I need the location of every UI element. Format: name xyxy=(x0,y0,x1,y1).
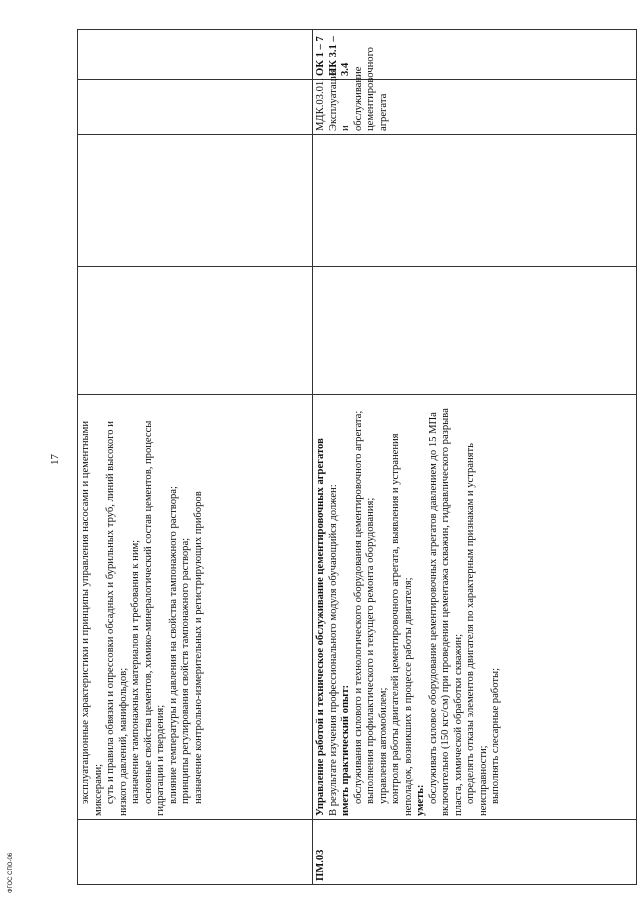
module-content xyxy=(313,395,637,820)
experience-item: обслуживания силового и технологического оборудования цементировочного агрегата; xyxy=(352,410,364,804)
mdk-cell: МДК.03.01. Эксплуатация и обслуживание цементировочного агрегата xyxy=(313,80,637,135)
hours-cell-empty xyxy=(78,135,313,267)
continuation-line: назначение тампонажных материалов и требования к ним; xyxy=(130,539,141,804)
experience-item: управления автомобилем; xyxy=(377,687,389,804)
continuation-content xyxy=(78,395,313,820)
mdk-cell-empty xyxy=(78,80,313,135)
page-footer: ФГОС СПО-06 xyxy=(8,852,14,893)
landscape-page xyxy=(49,30,637,885)
curriculum-table xyxy=(77,29,637,885)
hours-cell-empty xyxy=(313,135,637,267)
skills-label: уметь: xyxy=(415,784,426,816)
competency-cell-empty xyxy=(78,30,313,80)
skills-item: обслуживать силовое оборудование цементировочных агрегатов давлением до 15 МПа включительно (150 кгс/см) при проведении цементажа скважин, гидравлического разрыва пласта, химической обработки скважин; xyxy=(427,408,464,816)
module-title: Управление работой и техническое обслуживание цементировочных агрегатов xyxy=(315,438,326,816)
continuation-row xyxy=(78,30,313,885)
page-number: 17 xyxy=(49,454,61,465)
experience-item: выполнения профилактического и текущего ремонта оборудования; xyxy=(365,497,376,804)
continuation-line: суть и правила обвязки и опрессовки обсадных и бурильных труб, линий высокого и низкого давлений, манифольдов; xyxy=(105,421,129,816)
continuation-line: назначение контрольно-измерительных и регистрирующих приборов xyxy=(192,491,204,804)
module-code: ПМ.03 xyxy=(313,820,637,885)
continuation-line: влияние температуры и давления на свойства тампонажного раствора; xyxy=(167,486,179,804)
competency-ok: ОК 1 – 7 xyxy=(315,36,326,76)
module-row xyxy=(313,30,637,885)
hours-cell-empty xyxy=(78,267,313,395)
competency-pk: ПК 3.1 – 3.4 xyxy=(327,36,351,76)
hours-cell-empty xyxy=(313,267,637,395)
continuation-line: основные свойства цементов, химико-минералогический состав цементов, процессы гидратации и твердения; xyxy=(142,420,166,816)
code-cell-empty xyxy=(78,820,313,885)
skills-item: определять отказы элементов двигателя по характерным признакам и устранять неисправности; xyxy=(465,443,489,816)
module-intro: В результате изучения профессионального модуля обучающийся должен: xyxy=(327,484,339,816)
skills-item: выполнять слесарные работы; xyxy=(490,667,501,804)
continuation-line: принципы регулирования свойств тампонажного раствора; xyxy=(180,537,191,804)
experience-item: контроля работы двигателей цементировочного агрегата, выявления и устранения неполадок, возникших в процессе работы двигателя; xyxy=(390,433,414,816)
experience-label: иметь практический опыт: xyxy=(340,684,351,816)
continuation-line: эксплуатационные характеристики и принципы управления насосами и цементными миксерами; xyxy=(80,420,104,816)
